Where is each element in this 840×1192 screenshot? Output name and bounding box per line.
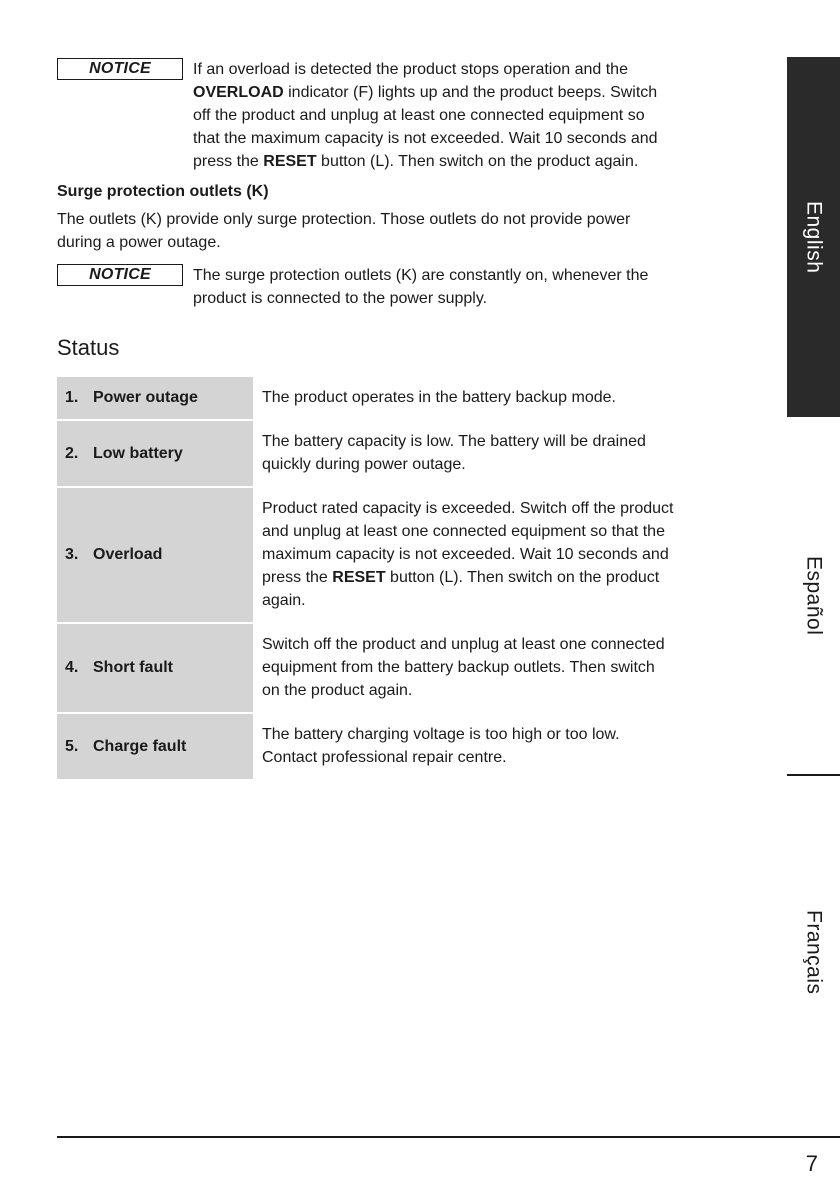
row-number: 1. <box>65 389 79 406</box>
description-line: maximum capacity is not exceeded. Wait 10 seconds and <box>262 546 669 563</box>
table-row <box>57 714 717 779</box>
status-description <box>253 377 717 419</box>
tab-label: Español <box>802 556 826 636</box>
status-label <box>57 624 253 712</box>
tab-label: English <box>802 200 826 274</box>
table-row <box>57 624 717 714</box>
surge-paragraph <box>57 208 717 254</box>
reset-keyword: RESET <box>332 569 386 586</box>
description-line: The battery capacity is low. The battery will be drained <box>262 433 646 450</box>
description-line: equipment from the battery backup outlets. Then switch <box>262 659 655 676</box>
language-tab-francais[interactable] <box>787 777 840 1127</box>
row-label: Power outage <box>93 389 198 406</box>
description-line: and unplug at least one connected equipment so that the <box>262 523 665 540</box>
overload-keyword: OVERLOAD <box>193 84 284 101</box>
notice-badge: NOTICE <box>57 264 183 286</box>
notice-line: product is connected to the power supply. <box>193 290 488 307</box>
footer-rule <box>57 1136 840 1138</box>
reset-keyword: RESET <box>263 153 317 170</box>
overload-notice-text <box>193 58 713 173</box>
tab-divider <box>787 774 840 776</box>
description-line: Contact professional repair centre. <box>262 749 507 766</box>
description-line: on the product again. <box>262 682 413 699</box>
text-run: that the maximum capacity is not exceeded. Wait 10 seconds and <box>193 130 658 147</box>
page-number: 7 <box>805 1151 818 1176</box>
text-run: off the product and unplug at least one connected equipment so <box>193 107 645 124</box>
table-row <box>57 421 717 488</box>
notice-line <box>193 81 713 104</box>
status-description <box>253 421 717 486</box>
notice-badge: NOTICE <box>57 58 183 80</box>
description-line: The product operates in the battery backup mode. <box>262 389 616 406</box>
row-label: Overload <box>93 546 163 563</box>
row-label: Low battery <box>93 444 183 462</box>
status-label <box>57 377 253 419</box>
text-run: press the <box>193 153 264 170</box>
status-description <box>253 488 717 622</box>
notice-line <box>193 104 713 127</box>
text-run: button (L). Then switch on the product <box>385 569 660 586</box>
text-run: press the <box>262 569 333 586</box>
row-label: Short fault <box>93 659 173 676</box>
status-label <box>57 714 253 779</box>
row-number: 5. <box>65 737 79 755</box>
description-line: quickly during power outage. <box>262 456 466 473</box>
description-line: Product rated capacity is exceeded. Switch off the product <box>262 500 674 517</box>
language-tab-espanol[interactable] <box>787 417 840 775</box>
surge-notice-text <box>193 264 713 310</box>
table-row <box>57 488 717 624</box>
notice-line <box>193 127 713 150</box>
text-run: If an overload is detected the product stops operation and the <box>193 61 628 78</box>
status-label <box>57 488 253 622</box>
table-row <box>57 377 717 421</box>
text-run: indicator (F) lights up and the product beeps. Switch <box>283 84 658 101</box>
description-line <box>262 566 717 589</box>
notice-line <box>193 150 713 173</box>
status-description <box>253 624 717 712</box>
text-run: button (L). Then switch on the product again. <box>316 153 639 170</box>
status-label <box>57 421 253 486</box>
description-line: again. <box>262 592 306 609</box>
paragraph-line: during a power outage. <box>57 234 221 251</box>
tab-label: Français <box>802 909 826 995</box>
row-number: 3. <box>65 546 79 563</box>
status-table <box>57 377 717 779</box>
row-number: 2. <box>65 444 79 462</box>
row-number: 4. <box>65 659 79 676</box>
paragraph-line: The outlets (K) provide only surge protection. Those outlets do not provide power <box>57 211 631 228</box>
status-description <box>253 714 717 779</box>
description-line: The battery charging voltage is too high or too low. <box>262 726 620 743</box>
surge-heading: Surge protection outlets (K) <box>57 183 269 200</box>
language-tab-english[interactable] <box>787 57 840 417</box>
row-label: Charge fault <box>93 737 187 755</box>
description-line: Switch off the product and unplug at least one connected <box>262 636 665 653</box>
notice-line <box>193 58 713 81</box>
notice-line: The surge protection outlets (K) are constantly on, whenever the <box>193 267 649 284</box>
status-title: Status <box>57 335 120 360</box>
